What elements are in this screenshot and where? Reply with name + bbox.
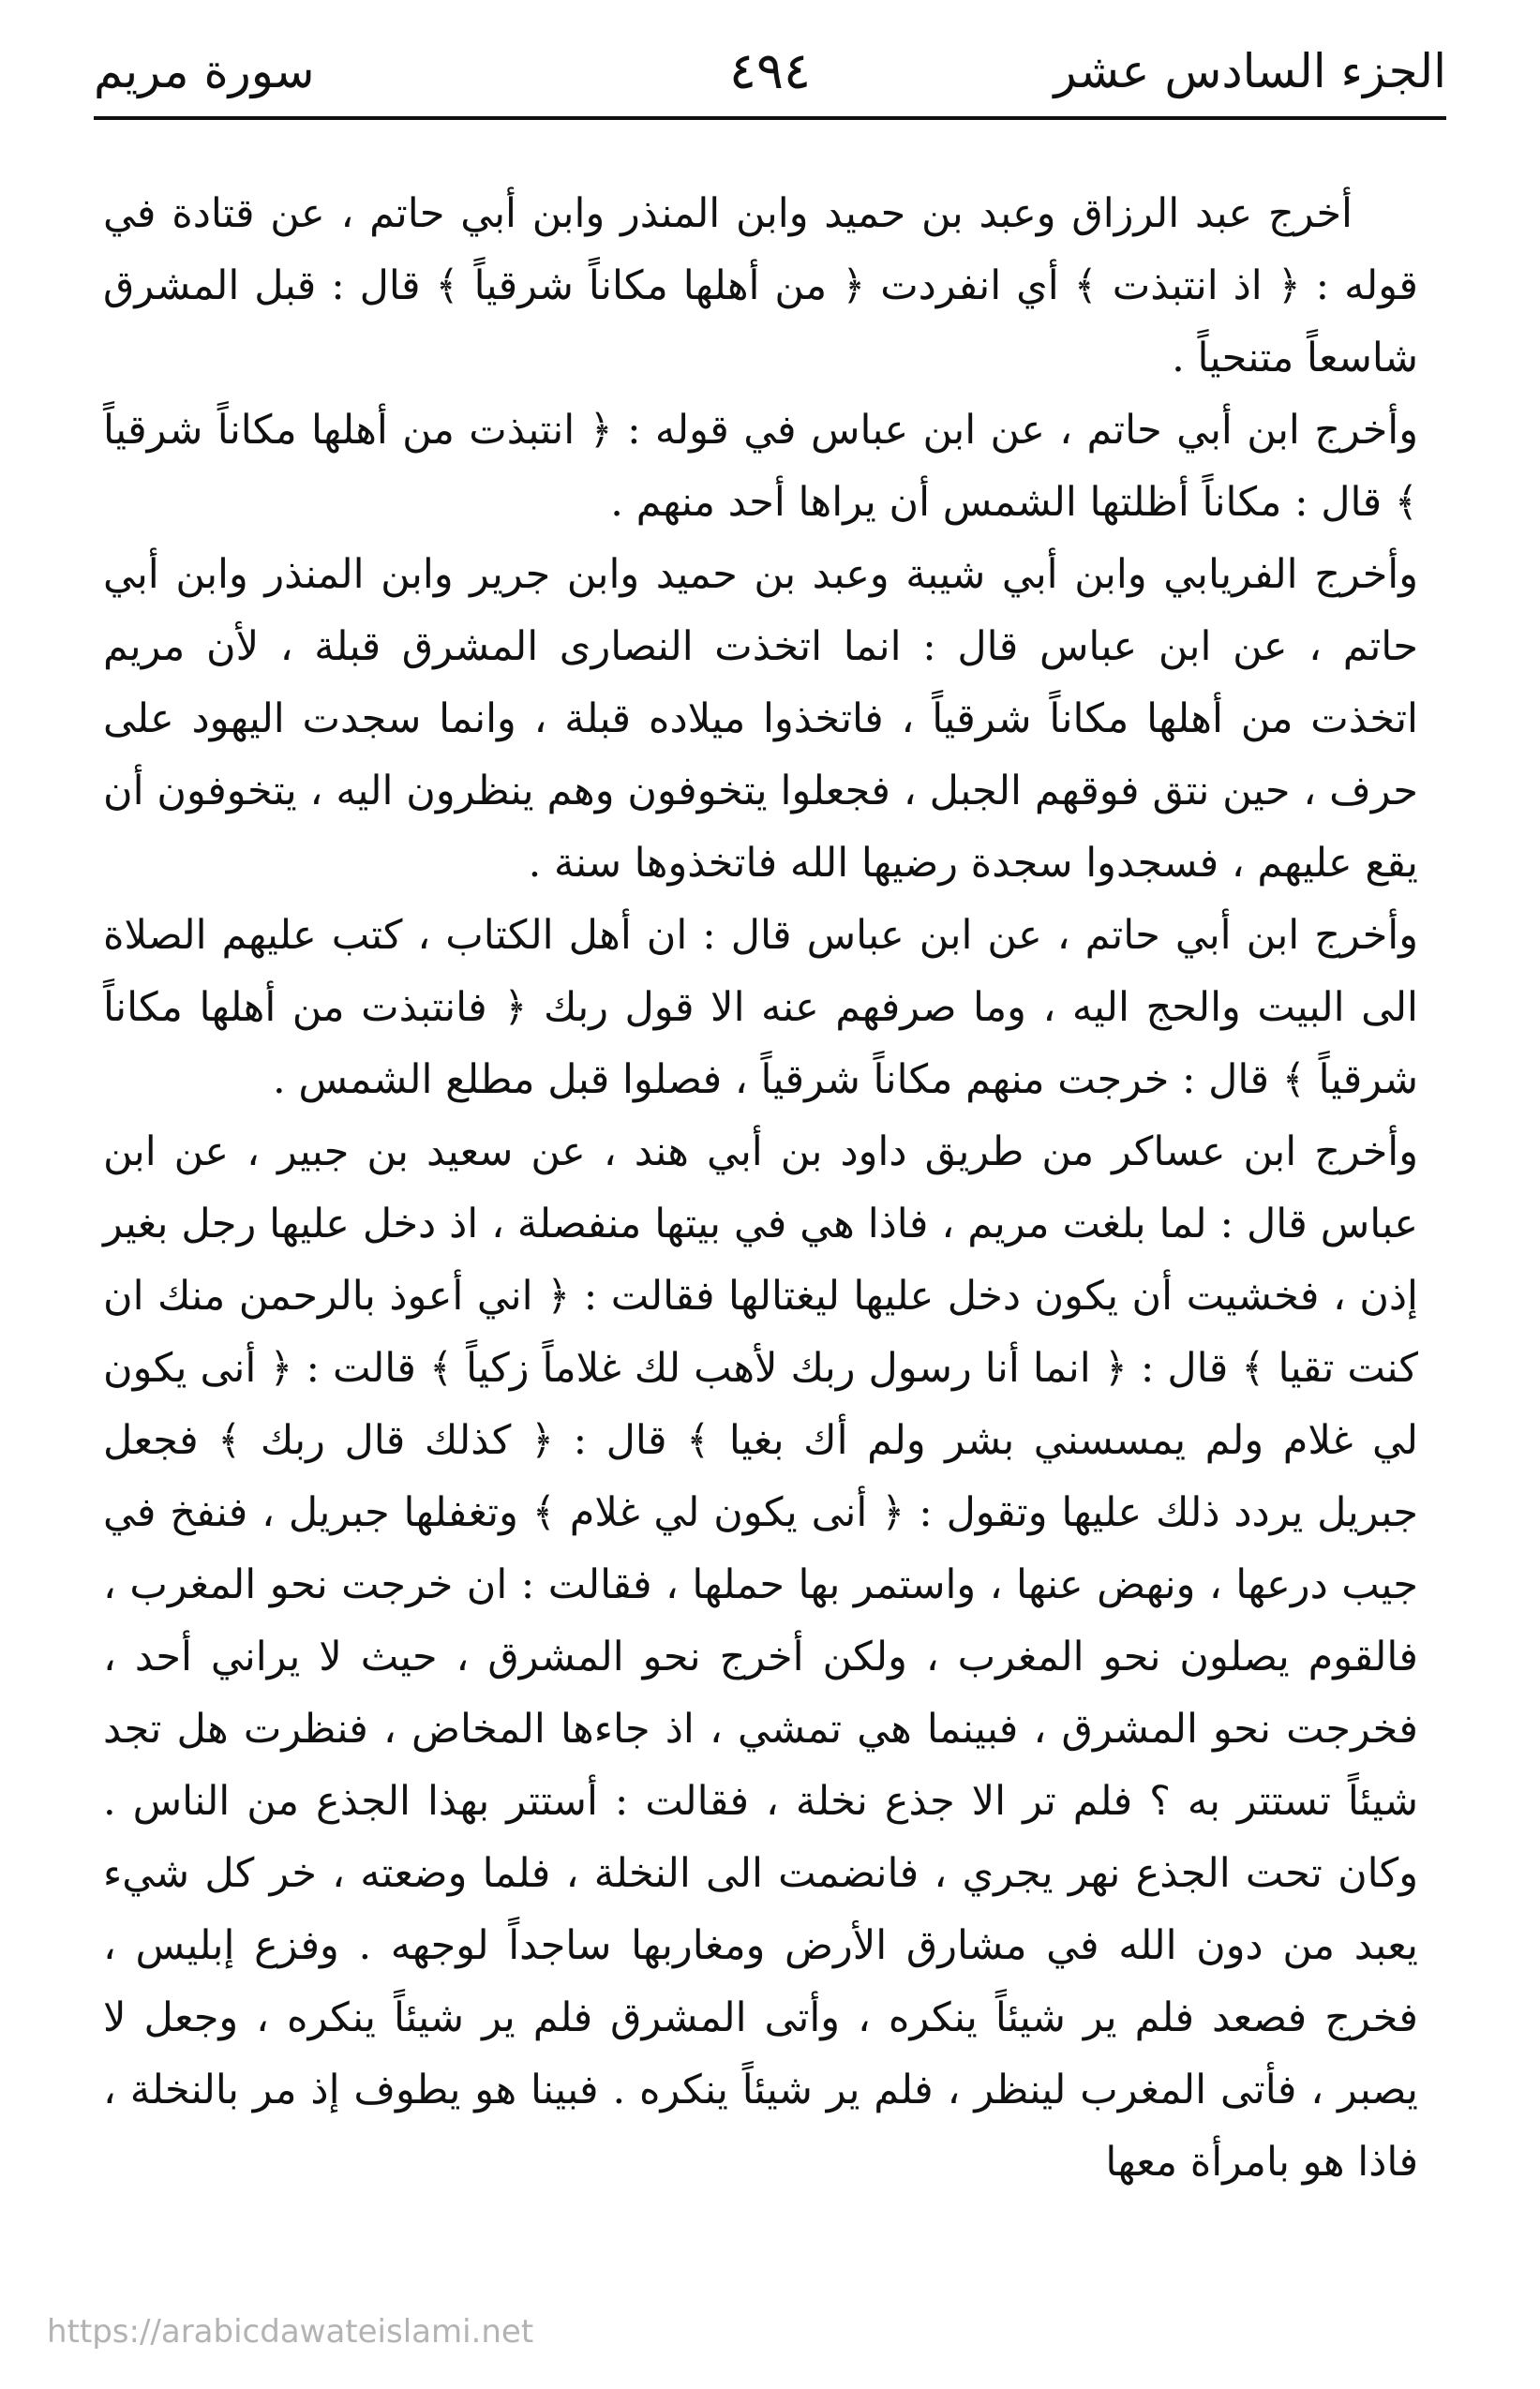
body-text	[103, 178, 1418, 2199]
watermark-url: https://arabicdawateislami.net	[47, 2313, 534, 2351]
part-title: الجزء السادس عشر	[1054, 44, 1446, 98]
paragraph-5: وأخرج ابن عساكر من طريق داود بن أبي هند ، عن سعيد بن جبير ، عن ابن عباس قال : لما بلغت مريم ، فاذا هي في بيتها منفصلة ، اذ دخل عليها رجل بغير إذن ، فخشيت أن يكون دخل عليها ليغتالها فقالت : ﴿ اني أعوذ بالرحمن منك ان كنت تقيا ﴾ قال : ﴿ انما أنا رسول ربك لأهب لك غلاماً زكياً ﴾ قالت : ﴿ أنى يكون لي غلام ولم يمسسني بشر ولم أك بغيا ﴾ قال : ﴿ كذلك قال ربك ﴾ فجعل جبريل يردد ذلك عليها وتقول : ﴿ أنى يكون لي غلام ﴾ وتغفلها جبريل ، فنفخ في جيب درعها ، ونهض عنها ، واستمر بها حملها ، فقالت : ان خرجت نحو المغرب ، فالقوم يصلون نحو المغرب ، ولكن أخرج نحو المشرق ، حيث لا يراني أحد ، فخرجت نحو المشرق ، فبينما هي تمشي ، اذ جاءها المخاض ، فنظرت هل تجد شيئاً تستتر به ؟ فلم تر الا جذع نخلة ، فقالت : أستتر بهذا الجذع من الناس . وكان تحت الجذع نهر يجري ، فانضمت الى النخلة ، فلما وضعته ، خر كل شيء يعبد من دون الله في مشارق الأرض ومغاربها ساجداً لوجهه . وفزع إبليس ، فخرج فصعد فلم ير شيئاً ينكره ، وأتى المشرق فلم ير شيئاً ينكره ، وجعل لا يصبر ، فأتى المغرب لينظر ، فلم ير شيئاً ينكره . فبينا هو يطوف إذ مر بالنخلة ، فاذا هو بامرأة معها	[103, 1128, 1418, 2186]
page-header	[94, 34, 1446, 109]
header-divider	[94, 116, 1446, 120]
paragraph-2: وأخرج ابن أبي حاتم ، عن ابن عباس في قوله : ﴿ انتبذت من أهلها مكاناً شرقياً ﴾ قال : مكاناً أظلتها الشمس أن يراها أحد منهم .	[103, 407, 1418, 526]
page-number: ٤٩٤	[728, 41, 812, 100]
paragraph-1: أخرج عبد الرزاق وعبد بن حميد وابن المنذر وابن أبي حاتم ، عن قتادة في قوله : ﴿ اذ انتبذت ﴾ أي انفردت ﴿ من أهلها مكاناً شرقياً ﴾ قال : قبل المشرق شاسعاً متنحياً .	[103, 190, 1418, 381]
surah-title: سورة مريم	[94, 44, 315, 98]
paragraph-3: وأخرج الفريابي وابن أبي شيبة وعبد بن حميد وابن جرير وابن المنذر وابن أبي حاتم ، عن ابن عباس قال : انما اتخذت النصارى المشرق قبلة ، لأن مريم اتخذت من أهلها مكاناً شرقياً ، فاتخذوا ميلاده قبلة ، وانما سجدت اليهود على حرف ، حين نتق فوقهم الجبل ، فجعلوا يتخوفون وهم ينظرون اليه ، يتخوفون أن يقع عليهم ، فسجدوا سجدة رضيها الله فاتخذوها سنة .	[103, 551, 1418, 887]
paragraph-4: وأخرج ابن أبي حاتم ، عن ابن عباس قال : ان أهل الكتاب ، كتب عليهم الصلاة الى البيت والحج اليه ، وما صرفهم عنه الا قول ربك ﴿ فانتبذت من أهلها مكاناً شرقياً ﴾ قال : خرجت منهم مكاناً شرقياً ، فصلوا قبل مطلع الشمس .	[103, 912, 1418, 1103]
